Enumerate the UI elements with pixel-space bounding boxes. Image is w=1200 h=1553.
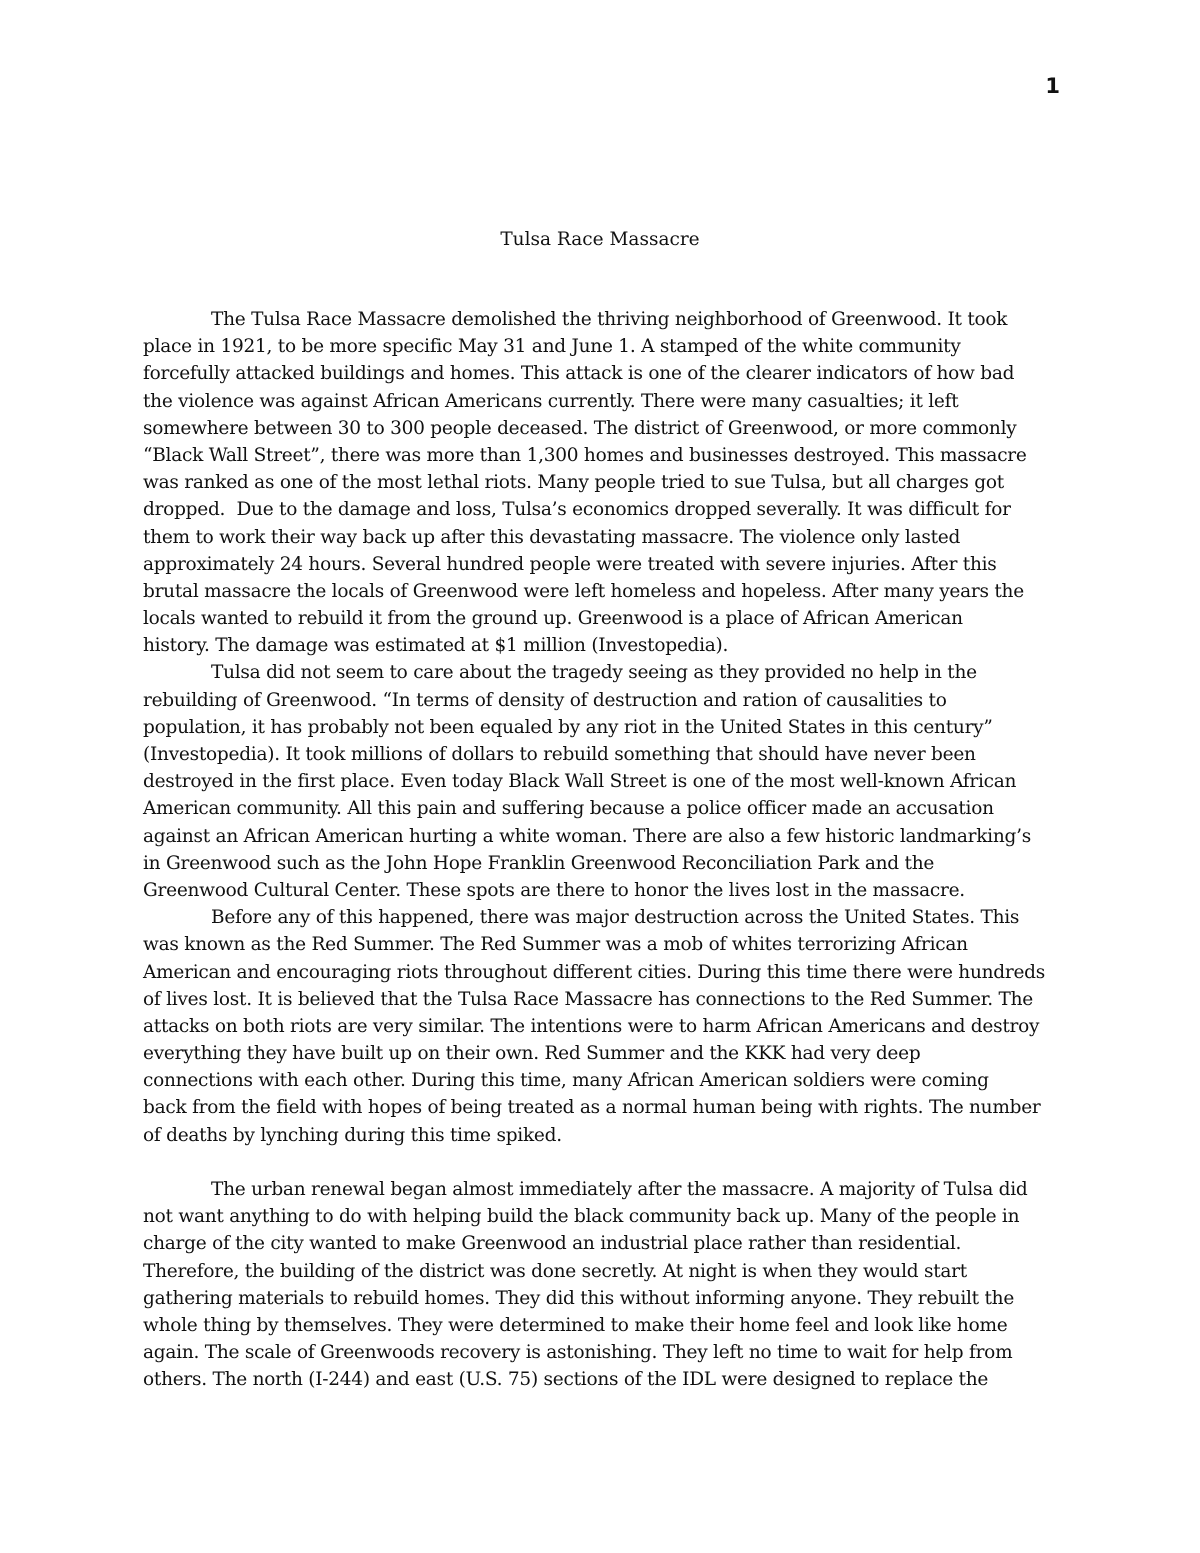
text-line: locals wanted to rebuild it from the ground up. Greenwood is a place of African American: [143, 608, 963, 630]
text-line: against an African American hurting a white woman. There are also a few historic landmarking’s: [143, 825, 1031, 847]
text-line: of deaths by lynching during this time spiked.: [143, 1124, 562, 1146]
text-line: destroyed in the first place. Even today Black Wall Street is one of the most well-known African: [143, 771, 1017, 793]
text-line: American community. All this pain and suffering because a police officer made an accusation: [143, 798, 994, 820]
text-line: population, it has probably not been equaled by any riot in the United States in this century”: [143, 716, 993, 738]
text-line: attacks on both riots are very similar. The intentions were to harm African Americans and destroy: [143, 1015, 1040, 1037]
text-line: (Investopedia). It took millions of dollars to rebuild something that should have never been: [143, 744, 976, 765]
blank-line: [143, 1149, 1059, 1176]
text-line: back from the field with hopes of being treated as a normal human being with rights. The number: [143, 1097, 1041, 1119]
text-line: The urban renewal began almost immediately after the massacre. A majority of Tulsa did: [211, 1179, 1028, 1200]
text-line: not want anything to do with helping build the black community back up. Many of the people in: [143, 1206, 1020, 1228]
text-line: Before any of this happened, there was major destruction across the United States. This: [211, 907, 1020, 929]
text-line: whole thing by themselves. They were determined to make their home feel and look like home: [143, 1314, 1008, 1336]
text-line: “Black Wall Street”, there was more than 1,300 homes and businesses destroyed. This massacre: [143, 444, 1027, 466]
text-line: the violence was against African Americans currently. There were many casualties; it left: [143, 390, 959, 412]
text-line: brutal massacre the locals of Greenwood were left homeless and hopeless. After many years the: [143, 580, 1024, 602]
document-title: Tulsa Race Massacre: [500, 229, 700, 250]
text-line: again. The scale of Greenwoods recovery is astonishing. They left no time to wait for help from: [143, 1342, 1013, 1364]
text-line: rebuilding of Greenwood. “In terms of density of destruction and ration of causalities to: [143, 689, 947, 711]
text-line: approximately 24 hours. Several hundred people were treated with severe injuries. After this: [143, 553, 997, 575]
text-line: others. The north (I-244) and east (U.S. 75) sections of the IDL were designed to replace the: [143, 1369, 989, 1391]
text-line: Therefore, the building of the district was done secretly. At night is when they would start: [143, 1260, 967, 1282]
text-line: in Greenwood such as the John Hope Franklin Greenwood Reconciliation Park and the: [143, 852, 935, 874]
text-line: charge of the city wanted to make Greenwood an industrial place rather than residential.: [143, 1233, 962, 1255]
text-line: history. The damage was estimated at $1 million (Investopedia).: [143, 635, 729, 657]
text-line: everything they have built up on their own. Red Summer and the KKK had very deep: [143, 1043, 921, 1065]
text-line: American and encouraging riots throughout different cities. During this time there were hundreds: [143, 961, 1045, 983]
text-line: was known as the Red Summer. The Red Summer was a mob of whites terrorizing African: [143, 934, 968, 956]
page-number: 1: [1045, 74, 1060, 98]
text-line: gathering materials to rebuild homes. They did this without informing anyone. They rebuilt the: [143, 1287, 1015, 1309]
text-line: connections with each other. During this time, many African American soldiers were coming: [143, 1070, 989, 1092]
text-line: place in 1921, to be more specific May 31 and June 1. A stamped of the white community: [143, 336, 961, 358]
text-line: The Tulsa Race Massacre demolished the thriving neighborhood of Greenwood. It took: [211, 309, 1008, 330]
text-line: dropped. Due to the damage and loss, Tulsa’s economics dropped severally. It was difficult for: [143, 499, 1011, 521]
text-line: somewhere between 30 to 300 people deceased. The district of Greenwood, or more commonly: [143, 417, 1017, 439]
text-line: Tulsa did not seem to care about the tragedy seeing as they provided no help in the: [211, 662, 977, 684]
document-body: [143, 306, 1059, 1394]
text-line: forcefully attacked buildings and homes. This attack is one of the clearer indicators of how bad: [143, 363, 1015, 385]
text-line: them to work their way back up after this devastating massacre. The violence only lasted: [143, 526, 961, 548]
text-line: was ranked as one of the most lethal riots. Many people tried to sue Tulsa, but all charges got: [143, 472, 1004, 494]
text-line: Greenwood Cultural Center. These spots are there to honor the lives lost in the massacre.: [143, 879, 965, 901]
text-line: of lives lost. It is believed that the Tulsa Race Massacre has connections to the Red Summer. The: [143, 988, 1033, 1010]
